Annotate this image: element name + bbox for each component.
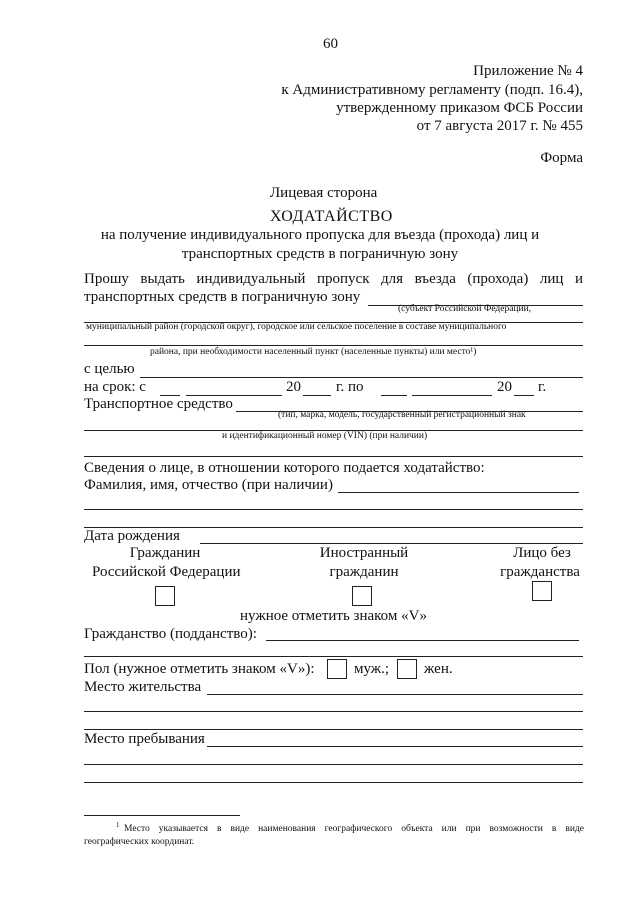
- birth-date-label: Дата рождения: [84, 528, 180, 544]
- stay-field[interactable]: [207, 746, 583, 747]
- term-year-prefix-1: 20: [286, 379, 301, 395]
- term-to-day-field[interactable]: [381, 395, 407, 396]
- stateless-checkbox[interactable]: [532, 581, 552, 601]
- page-number: 60: [323, 36, 338, 52]
- option-foreigner-line-2: гражданин: [329, 564, 399, 580]
- subtitle-line-2: транспортных средств в пограничную зону: [181, 246, 459, 262]
- appendix-line-3: утвержденному приказом ФСБ России: [336, 100, 583, 116]
- male-checkbox[interactable]: [327, 659, 347, 679]
- document-title: ХОДАТАЙСТВО: [270, 208, 393, 225]
- hint-municipal: муниципальный район (городской округ), городское или сельское поселение в составе муниципального: [86, 322, 507, 332]
- term-year-suffix-2: г.: [538, 379, 547, 395]
- birth-date-field[interactable]: [200, 543, 583, 544]
- footnote-text-1: Место указывается в виде наименования географического объекта или при возможности в виде: [124, 824, 584, 834]
- mark-note: нужное отметить знаком «V»: [240, 608, 427, 624]
- option-stateless-line-1: Лицо без: [513, 545, 571, 561]
- appendix-line-4: от 7 августа 2017 г. № 455: [416, 118, 583, 134]
- term-to-label: г. по: [336, 379, 364, 395]
- vehicle-hint-2: и идентификационный номер (VIN) (при наличии): [222, 431, 428, 441]
- hint-district: района, при необходимости населенный пункт (населенные пункты) или место¹): [150, 347, 477, 357]
- subtitle-line-1: на получение индивидуального пропуска для въезда (прохода) лиц и: [100, 227, 540, 243]
- vehicle-hint-1: (тип, марка, модель, государственный регистрационный знак: [278, 410, 526, 420]
- rf-citizen-checkbox[interactable]: [155, 586, 175, 606]
- stay-field-3[interactable]: [84, 782, 583, 783]
- residence-field-2[interactable]: [84, 711, 583, 712]
- side-label: Лицевая сторона: [270, 185, 378, 201]
- residence-label: Место жительства: [84, 679, 202, 695]
- request-line-1: Прошу выдать индивидуальный пропуск для въезда (прохода) лиц и: [84, 271, 583, 287]
- purpose-field[interactable]: [140, 377, 583, 378]
- residence-field[interactable]: [207, 694, 583, 695]
- footnote-text-2: географических координат.: [84, 837, 195, 847]
- appendix-line-2: к Административному регламенту (подп. 16.4),: [281, 82, 583, 98]
- term-label: на срок: с: [84, 379, 146, 395]
- term-to-year-field[interactable]: [514, 395, 534, 396]
- option-stateless-line-2: гражданства: [500, 564, 580, 580]
- request-line-2: транспортных средств в пограничную зону: [84, 289, 361, 305]
- hint-subject: (субъект Российской Федерации,: [398, 304, 532, 314]
- option-foreigner-line-1: Иностранный: [319, 545, 409, 561]
- citizenship-field[interactable]: [266, 640, 579, 641]
- person-heading: Сведения о лице, в отношении которого подается ходатайство:: [84, 460, 485, 476]
- vehicle-field-3[interactable]: [84, 456, 583, 457]
- female-checkbox[interactable]: [397, 659, 417, 679]
- form-label: Форма: [540, 150, 583, 166]
- residence-field-3[interactable]: [84, 729, 583, 730]
- appendix-line-1: Приложение № 4: [473, 63, 583, 79]
- footnote-marker: 1: [116, 821, 120, 829]
- term-to-month-field[interactable]: [412, 395, 492, 396]
- option-rf-citizen-line-2: Российской Федерации: [92, 564, 241, 580]
- stay-label: Место пребывания: [84, 731, 205, 747]
- purpose-label: с целью: [84, 361, 135, 377]
- full-name-field[interactable]: [338, 492, 579, 493]
- full-name-field-2[interactable]: [84, 509, 583, 510]
- male-label: муж.;: [354, 661, 390, 677]
- district-field[interactable]: [84, 345, 583, 346]
- term-from-year-field[interactable]: [303, 395, 331, 396]
- vehicle-label: Транспортное средство: [84, 396, 233, 412]
- footnote-separator: [84, 815, 240, 816]
- female-label: жен.: [424, 661, 453, 677]
- foreigner-checkbox[interactable]: [352, 586, 372, 606]
- sex-label: Пол (нужное отметить знаком «V»):: [84, 661, 315, 677]
- option-rf-citizen-line-1: Гражданин: [129, 545, 201, 561]
- citizenship-field-2[interactable]: [84, 656, 583, 657]
- full-name-label: Фамилия, имя, отчество (при наличии): [84, 477, 333, 493]
- citizenship-label: Гражданство (подданство):: [84, 626, 257, 642]
- term-year-prefix-2: 20: [497, 379, 512, 395]
- stay-field-2[interactable]: [84, 764, 583, 765]
